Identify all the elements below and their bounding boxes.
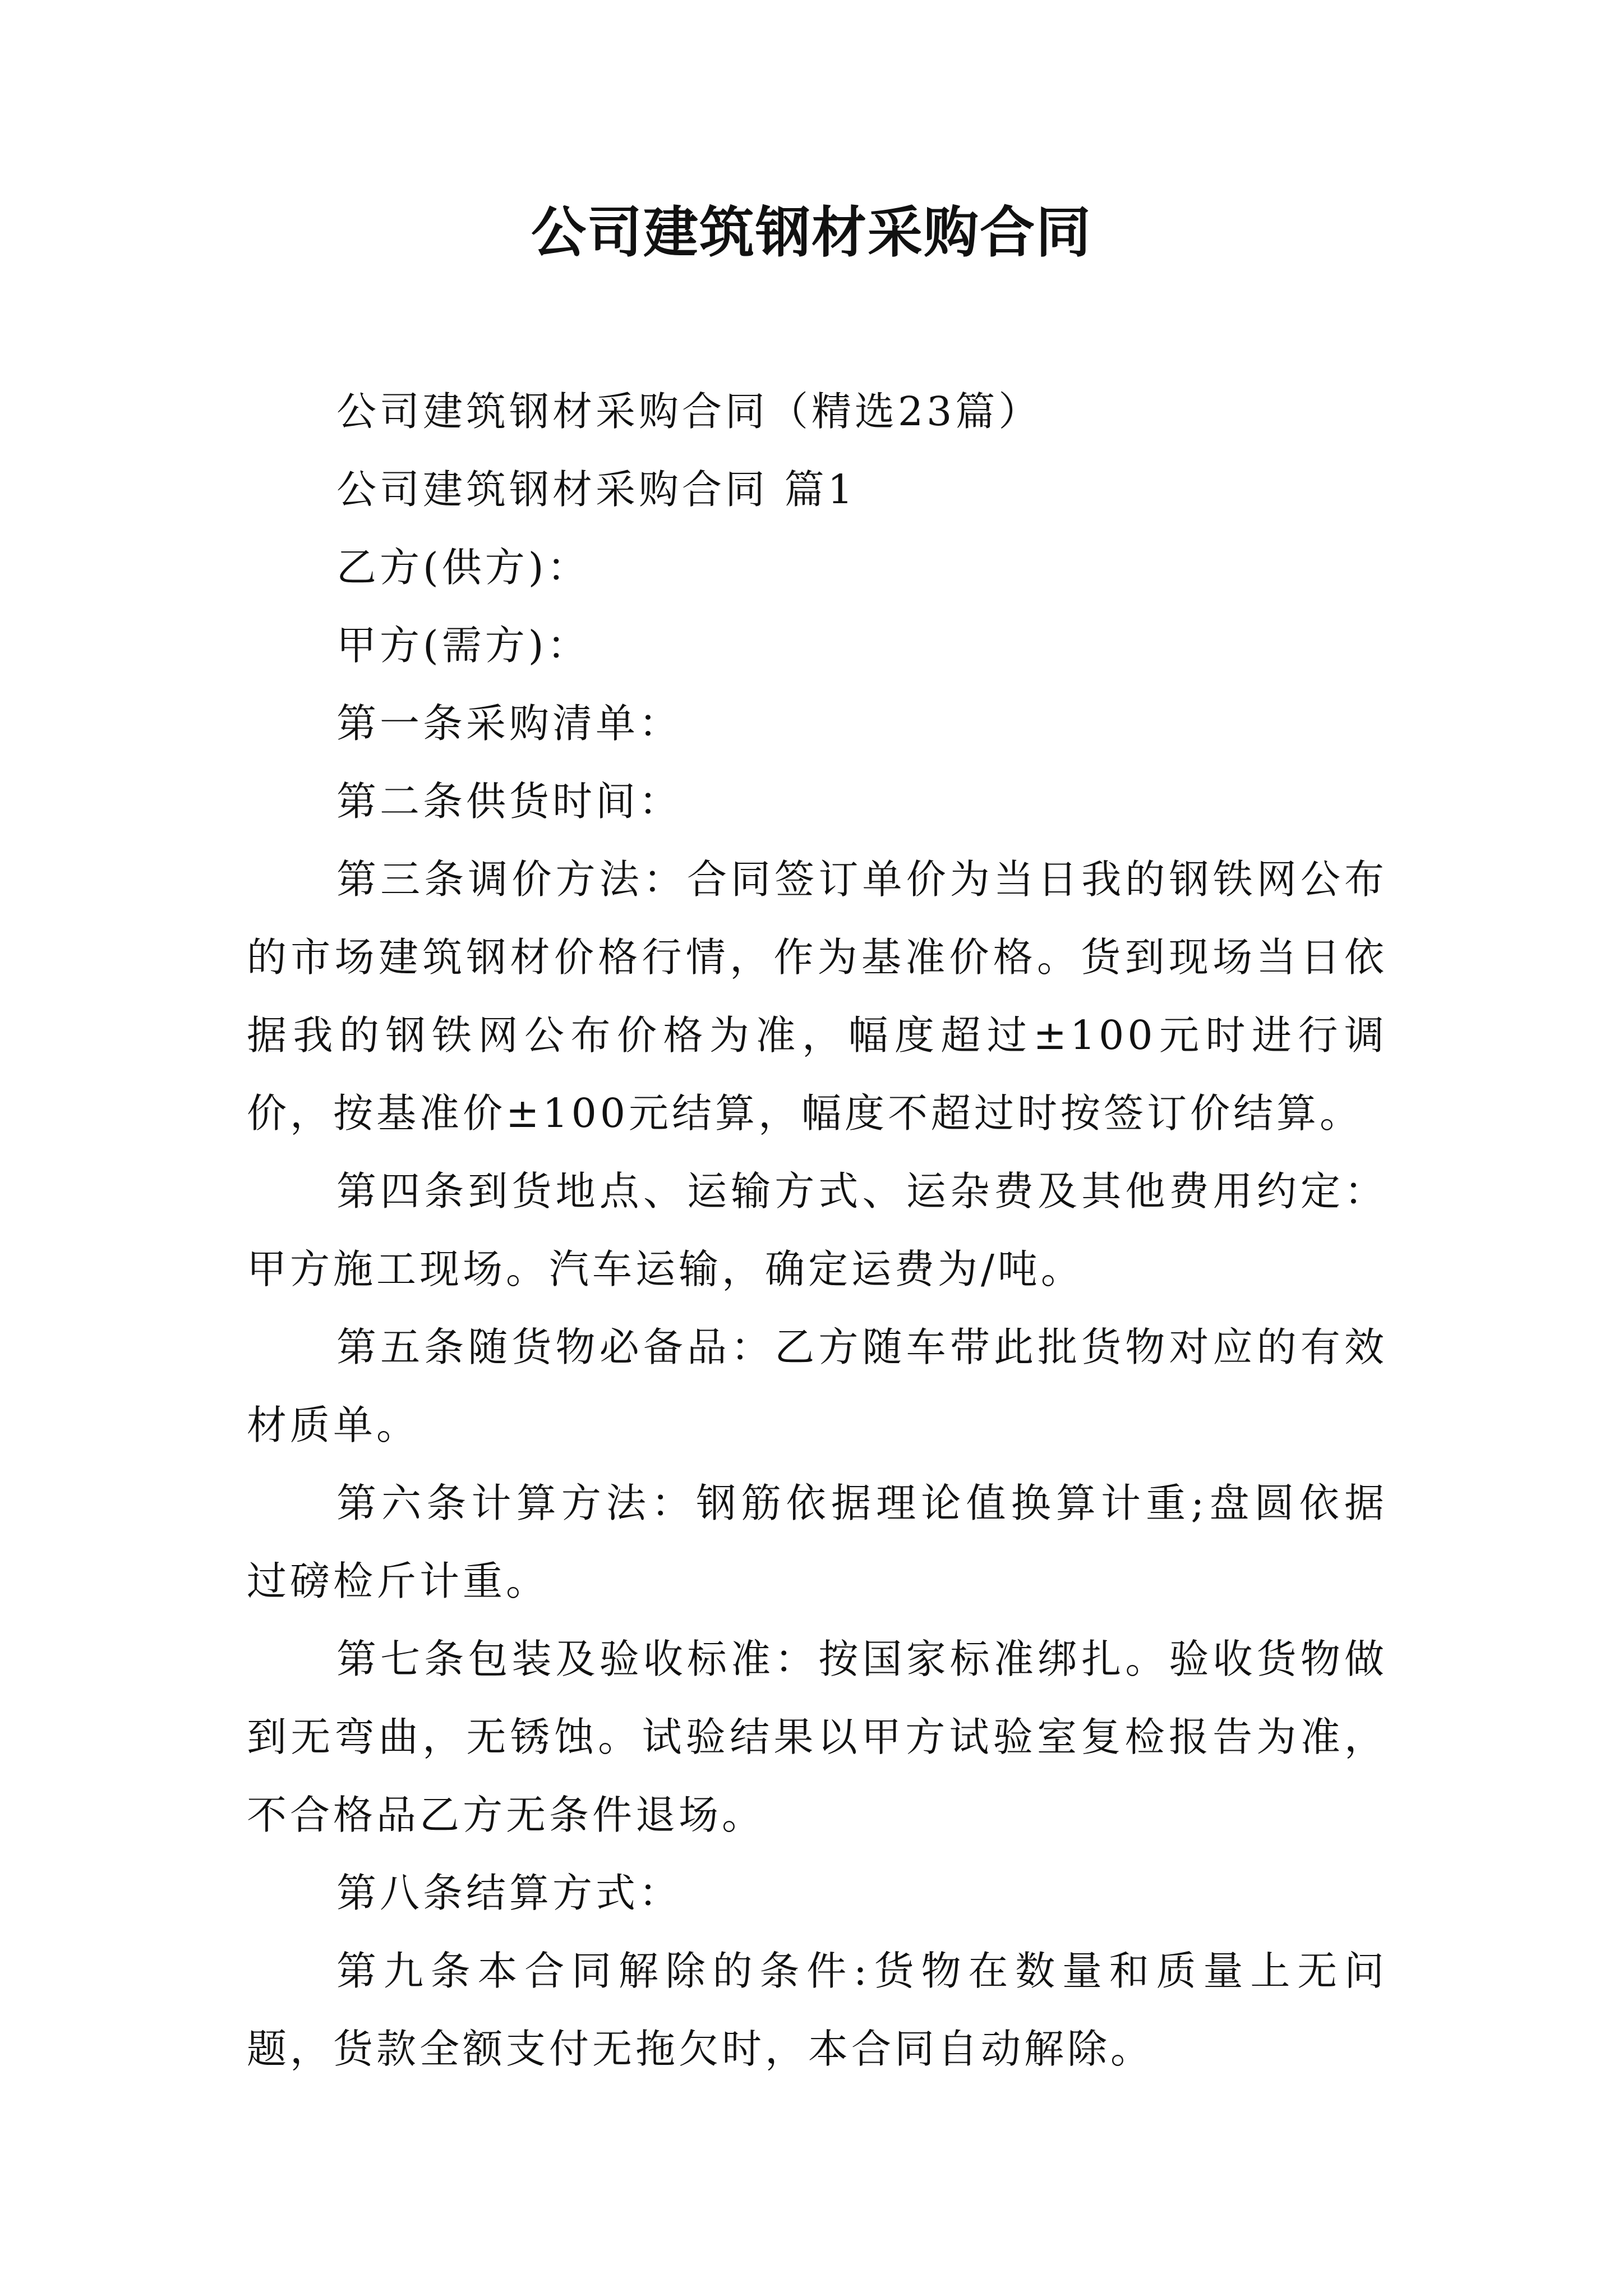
paragraph-article-5: 第五条随货物必备品：乙方随车带此批货物对应的有效材质单。 xyxy=(247,1324,1387,1448)
paragraph-article-7: 第七条包装及验收标准：按国家标准绑扎。验收货物做到无弯曲，无锈蚀。试验结果以甲方试验室复检报告为准，不合格品乙方无条件退场。 xyxy=(247,1636,1387,1838)
paragraph-article-3: 第三条调价方法：合同签订单价为当日我的钢铁网公布的市场建筑钢材价格行情，作为基准价格。货到现场当日依据我的钢铁网公布价格为准，幅度超过±100元时进行调价，按基准价±100元结算，幅度不超过时按签订价结算。 xyxy=(247,856,1387,1137)
paragraph-article-2: 第二条供货时间： xyxy=(336,778,683,825)
document-title: 公司建筑钢材采购合同 xyxy=(531,201,1092,265)
paragraph-article-9: 第九条本合同解除的条件:货物在数量和质量上无问题，货款全额支付无拖欠时，本合同自动解除。 xyxy=(247,1948,1387,2072)
paragraph-chapter-heading: 公司建筑钢材采购合同 篇1 xyxy=(336,466,856,513)
paragraph-article-8: 第八条结算方式： xyxy=(336,1870,683,1916)
paragraph-collection-title: 公司建筑钢材采购合同（精选23篇） xyxy=(336,388,1042,435)
paragraph-party-a: 甲方(需方)： xyxy=(336,622,591,669)
paragraph-article-1: 第一条采购清单： xyxy=(336,700,683,747)
paragraph-party-b: 乙方(供方)： xyxy=(336,544,591,591)
document-body xyxy=(247,372,1387,2088)
paragraph-article-6: 第六条计算方法：钢筋依据理论值换算计重;盘圆依据过磅检斤计重。 xyxy=(247,1480,1387,1604)
paragraph-article-4: 第四条到货地点、运输方式、运杂费及其他费用约定：甲方施工现场。汽车运输，确定运费为/吨。 xyxy=(247,1168,1387,1292)
